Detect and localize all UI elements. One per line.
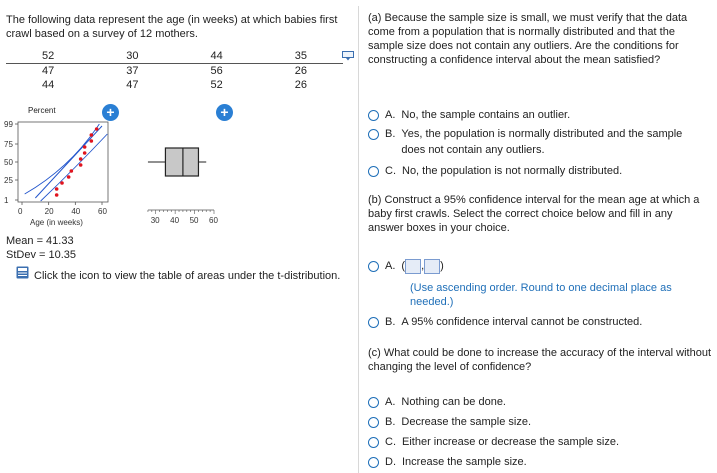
comma: ,	[421, 260, 425, 272]
data-point	[95, 127, 99, 131]
data-table	[6, 49, 343, 92]
table-row	[6, 78, 343, 92]
option-text: A 95% confidence interval cannot be constructed.	[401, 316, 643, 328]
x-tick-label: 20	[44, 207, 54, 216]
boxplot-tick-label: 50	[189, 216, 199, 225]
table-cell: 26	[294, 65, 307, 77]
pane-divider	[358, 6, 359, 473]
data-point	[60, 181, 64, 185]
data-point	[55, 187, 59, 191]
data-point	[83, 145, 87, 149]
x-tick-label: 40	[71, 207, 81, 216]
table-row	[6, 64, 343, 79]
boxplot-tick-label: 40	[170, 216, 180, 225]
ci-lower-input[interactable]	[405, 259, 421, 274]
part-a-prompt: (a) Because the sample size is small, we must verify that the data come from a population that is normally distributed and that the sample size does not contain any outliers. Are the conditions for constructing a confidence interval about the mean satisfied?	[368, 12, 688, 66]
option-text: No, the population is not normally distributed.	[402, 165, 623, 177]
radio-button[interactable]	[368, 110, 379, 121]
boxplot-tick-label: 60	[209, 216, 218, 225]
option-letter: B.	[385, 128, 396, 140]
option-letter: D.	[385, 456, 396, 468]
table-cell: 26	[294, 79, 307, 91]
normal-plot-ylabel: Percent	[28, 106, 56, 115]
part-a-option-b[interactable]	[368, 126, 691, 156]
table-cell: 30	[90, 49, 174, 64]
lower-band	[41, 134, 108, 201]
part-c-prompt: (c) What could be done to increase the accuracy of the interval without changing the level of confidence?	[368, 347, 712, 373]
table-row	[6, 49, 343, 64]
normal-probability-plot	[4, 116, 114, 228]
radio-button[interactable]	[368, 261, 379, 272]
boxplot-tick-label: 30	[150, 216, 160, 225]
fit-line	[35, 126, 102, 198]
table-cell: 37	[126, 65, 139, 77]
data-point	[67, 175, 71, 179]
data-point	[79, 163, 83, 167]
tdist-instruction: Click the icon to view the table of areas under the t-distribution.	[34, 270, 341, 282]
table-cell: 44	[175, 49, 259, 64]
data-point	[83, 151, 87, 155]
table-cell: 47	[126, 79, 139, 91]
copy-data-icon[interactable]	[342, 51, 354, 61]
radio-button[interactable]	[368, 417, 379, 428]
y-tick-label: 99	[4, 120, 13, 129]
option-letter: A.	[385, 260, 396, 272]
mean-value: Mean = 41.33	[6, 235, 74, 247]
table-cell: 52	[210, 79, 223, 91]
data-point	[90, 133, 94, 137]
y-tick-label: 50	[4, 158, 13, 167]
option-text: Decrease the sample size.	[401, 416, 532, 428]
boxplot-marks	[148, 148, 219, 225]
boxplot-chart	[136, 140, 226, 228]
x-tick-label: 0	[18, 207, 23, 216]
table-cell: 44	[42, 79, 55, 91]
option-text: Nothing can be done.	[401, 396, 506, 408]
normal-plot-lines	[25, 124, 108, 201]
table-icon[interactable]	[16, 266, 29, 279]
radio-button[interactable]	[368, 457, 379, 468]
part-c-option-b[interactable]	[368, 414, 531, 431]
option-letter: B.	[385, 316, 396, 328]
radio-button[interactable]	[368, 397, 379, 408]
part-c-option-c[interactable]	[368, 434, 619, 451]
stdev-value: StDev = 10.35	[6, 249, 77, 261]
part-a-option-a[interactable]	[368, 107, 570, 124]
zoom-normal-plot-icon[interactable]: +	[102, 104, 119, 121]
part-a-option-c[interactable]	[368, 163, 622, 180]
option-text: Either increase or decrease the sample size.	[402, 436, 620, 448]
option-letter: B.	[385, 416, 396, 428]
ci-upper-input[interactable]	[424, 259, 440, 274]
data-point	[90, 139, 94, 143]
option-letter: A.	[385, 109, 396, 121]
part-b-prompt: (b) Construct a 95% confidence interval for the mean age at which a baby first crawls. Select the correct choice below and fill in any answer boxes in your choice.	[368, 194, 700, 234]
part-c-option-d[interactable]	[368, 454, 527, 471]
x-tick-label: 60	[98, 207, 107, 216]
option-letter: A.	[385, 396, 396, 408]
data-point	[79, 157, 83, 161]
table-cell: 56	[210, 65, 223, 77]
part-b-hint: (Use ascending order. Round to one decimal place as needed.)	[410, 282, 672, 308]
open-paren: (	[401, 260, 406, 272]
zoom-boxplot-icon[interactable]: +	[216, 104, 233, 121]
close-paren: )	[440, 260, 444, 272]
y-tick-label: 1	[4, 196, 9, 205]
part-b-option-a[interactable]	[368, 258, 444, 275]
x-axis-label: Age (in weeks)	[30, 218, 83, 227]
y-tick-label: 75	[4, 140, 13, 149]
table-cell: 35	[259, 49, 343, 64]
table-cell: 52	[6, 49, 90, 64]
part-c-option-a[interactable]	[368, 394, 506, 411]
option-text: Increase the sample size.	[402, 456, 527, 468]
question-intro: The following data represent the age (in weeks) at which babies first crawl based on a survey of 12 mothers.	[6, 14, 338, 40]
normal-plot-points	[55, 127, 99, 197]
radio-button[interactable]	[368, 129, 379, 140]
option-letter: C.	[385, 436, 396, 448]
option-text: Yes, the population is normally distributed and the sample does not contain any outliers.	[401, 128, 683, 156]
radio-button[interactable]	[368, 317, 379, 328]
option-text: No, the sample contains an outlier.	[401, 109, 571, 121]
option-letter: C.	[385, 165, 396, 177]
radio-button[interactable]	[368, 437, 379, 448]
table-cell: 47	[42, 65, 55, 77]
box	[165, 148, 198, 176]
data-point	[55, 193, 59, 197]
data-point	[70, 169, 74, 173]
radio-button[interactable]	[368, 166, 379, 177]
part-b-option-b[interactable]	[368, 314, 642, 331]
y-tick-label: 25	[4, 176, 13, 185]
